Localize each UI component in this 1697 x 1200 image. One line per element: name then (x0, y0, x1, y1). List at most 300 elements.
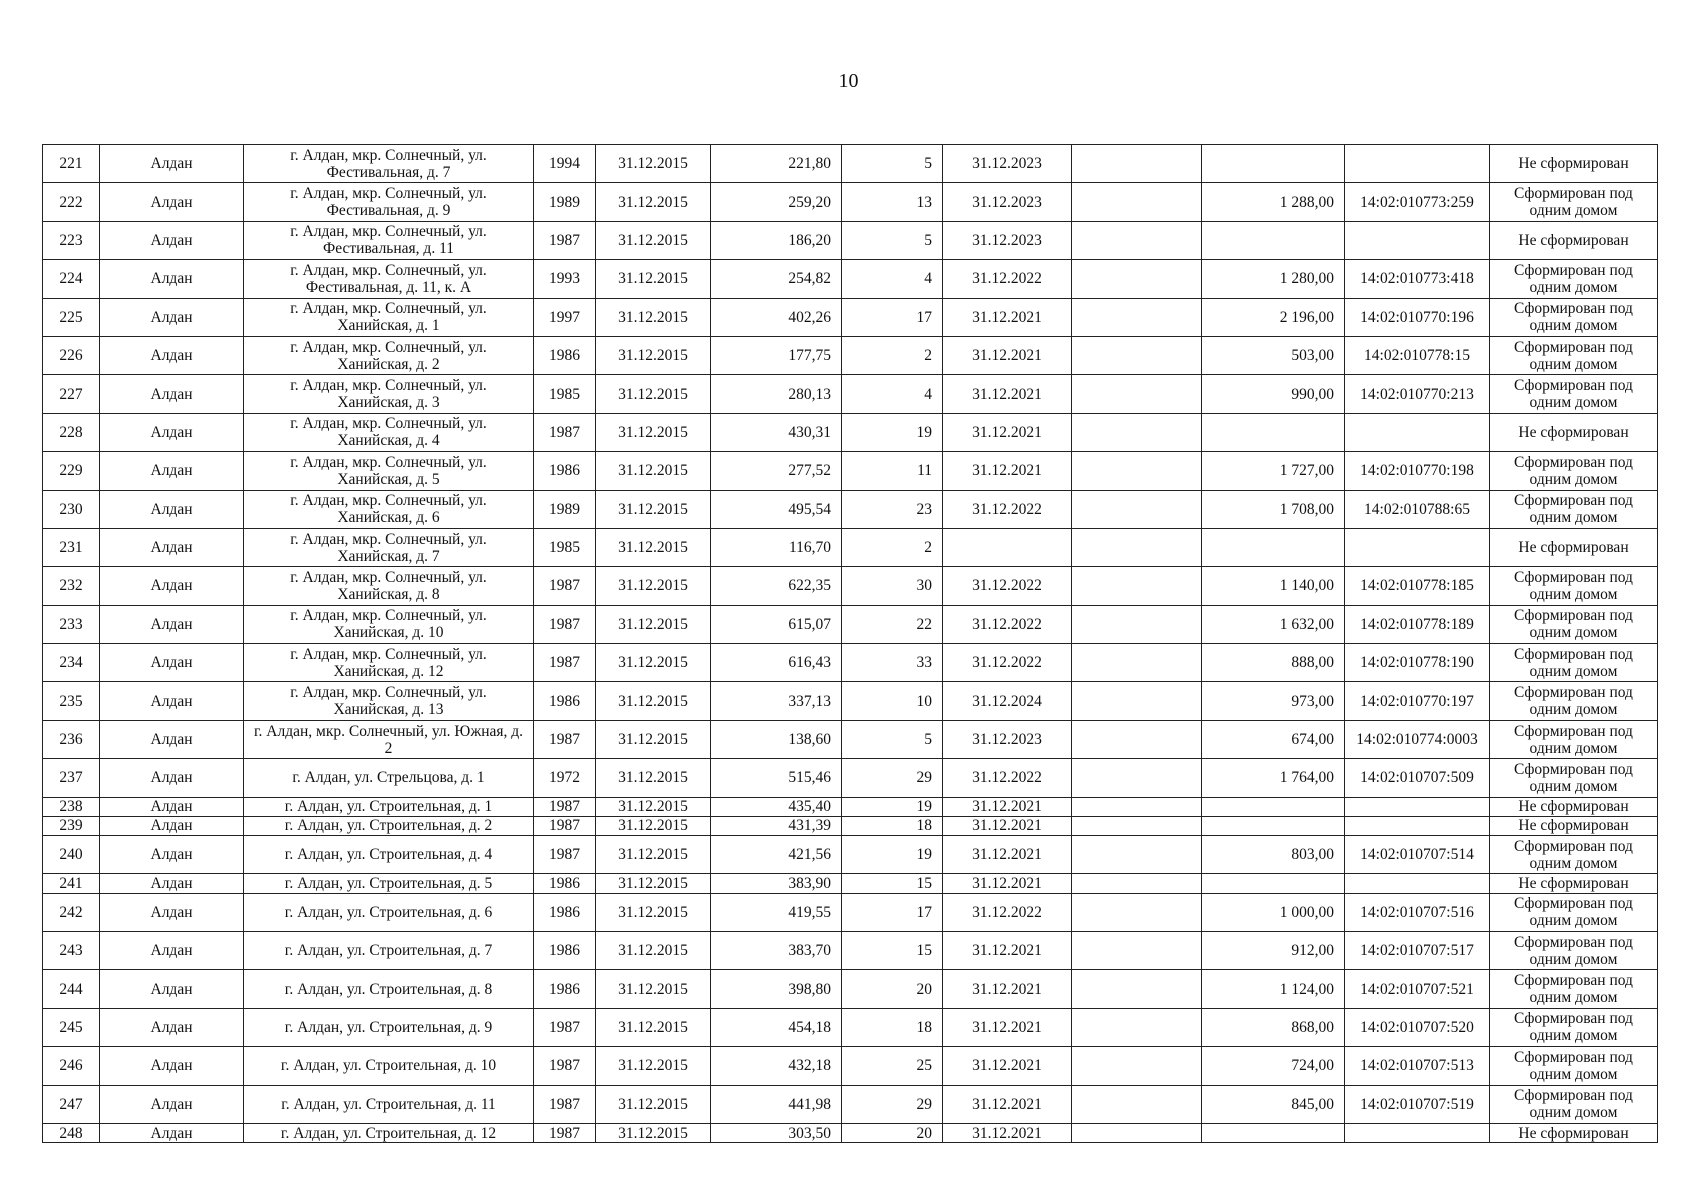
area-cell: 337,13 (711, 682, 842, 720)
land-status-cell: Сформирован под одним домом (1490, 644, 1658, 682)
address-cell: г. Алдан, мкр. Солнечный, ул. Ханийская, д. 4 (244, 413, 534, 451)
cadastral-number-cell: 14:02:010770:198 (1345, 452, 1490, 490)
area-cell: 186,20 (711, 221, 842, 259)
count-cell: 25 (842, 1047, 943, 1085)
date-cell: 31.12.2015 (596, 413, 711, 451)
area-cell: 616,43 (711, 644, 842, 682)
land-area-cell: 674,00 (1202, 720, 1345, 758)
address-cell: г. Алдан, мкр. Солнечный, ул. Фестивальная, д. 9 (244, 183, 534, 221)
table-row (43, 605, 1658, 643)
count-cell: 4 (842, 260, 943, 298)
count-cell: 33 (842, 644, 943, 682)
locality-cell: Алдан (100, 759, 244, 797)
locality-cell: Алдан (100, 1047, 244, 1085)
address-cell: г. Алдан, мкр. Солнечный, ул. Ханийская, д. 8 (244, 567, 534, 605)
locality-cell: Алдан (100, 183, 244, 221)
count-cell: 2 (842, 336, 943, 374)
term-date-cell: 31.12.2021 (943, 336, 1072, 374)
area-cell: 398,80 (711, 970, 842, 1008)
cadastral-number-cell: 14:02:010707:520 (1345, 1008, 1490, 1046)
empty-cell (1072, 145, 1202, 183)
row-number-cell: 227 (43, 375, 100, 413)
address-cell: г. Алдан, ул. Строительная, д. 6 (244, 893, 534, 931)
date-cell: 31.12.2015 (596, 1123, 711, 1142)
empty-cell (1072, 759, 1202, 797)
address-cell: г. Алдан, ул. Строительная, д. 12 (244, 1123, 534, 1142)
count-cell: 20 (842, 1123, 943, 1142)
row-number-cell: 231 (43, 528, 100, 566)
row-number-cell: 226 (43, 336, 100, 374)
locality-cell: Алдан (100, 298, 244, 336)
cadastral-number-cell: 14:02:010778:189 (1345, 605, 1490, 643)
empty-cell (1072, 1047, 1202, 1085)
date-cell: 31.12.2015 (596, 759, 711, 797)
cadastral-number-cell: 14:02:010707:517 (1345, 931, 1490, 969)
land-status-cell: Сформирован под одним домом (1490, 720, 1658, 758)
term-date-cell: 31.12.2021 (943, 1047, 1072, 1085)
locality-cell: Алдан (100, 816, 244, 835)
date-cell: 31.12.2015 (596, 970, 711, 1008)
land-status-cell: Сформирован под одним домом (1490, 1085, 1658, 1123)
year-built-cell: 1987 (534, 816, 596, 835)
date-cell: 31.12.2015 (596, 145, 711, 183)
locality-cell: Алдан (100, 605, 244, 643)
table-row (43, 682, 1658, 720)
date-cell: 31.12.2015 (596, 221, 711, 259)
count-cell: 18 (842, 816, 943, 835)
term-date-cell: 31.12.2021 (943, 375, 1072, 413)
land-status-cell: Не сформирован (1490, 797, 1658, 816)
table-row (43, 528, 1658, 566)
year-built-cell: 1987 (534, 221, 596, 259)
empty-cell (1072, 1123, 1202, 1142)
count-cell: 10 (842, 682, 943, 720)
date-cell: 31.12.2015 (596, 260, 711, 298)
address-cell: г. Алдан, мкр. Солнечный, ул. Южная, д. 2 (244, 720, 534, 758)
cadastral-number-cell (1345, 413, 1490, 451)
row-number-cell: 228 (43, 413, 100, 451)
land-area-cell (1202, 221, 1345, 259)
term-date-cell: 31.12.2021 (943, 874, 1072, 893)
date-cell: 31.12.2015 (596, 874, 711, 893)
year-built-cell: 1987 (534, 1123, 596, 1142)
count-cell: 29 (842, 1085, 943, 1123)
date-cell: 31.12.2015 (596, 490, 711, 528)
area-cell: 280,13 (711, 375, 842, 413)
address-cell: г. Алдан, ул. Строительная, д. 8 (244, 970, 534, 1008)
empty-cell (1072, 816, 1202, 835)
land-area-cell (1202, 1123, 1345, 1142)
date-cell: 31.12.2015 (596, 797, 711, 816)
empty-cell (1072, 874, 1202, 893)
land-area-cell (1202, 145, 1345, 183)
empty-cell (1072, 893, 1202, 931)
land-status-cell: Не сформирован (1490, 1123, 1658, 1142)
address-cell: г. Алдан, ул. Стрельцова, д. 1 (244, 759, 534, 797)
land-area-cell: 1 764,00 (1202, 759, 1345, 797)
date-cell: 31.12.2015 (596, 375, 711, 413)
area-cell: 138,60 (711, 720, 842, 758)
row-number-cell: 248 (43, 1123, 100, 1142)
area-cell: 615,07 (711, 605, 842, 643)
address-cell: г. Алдан, мкр. Солнечный, ул. Фестивальная, д. 7 (244, 145, 534, 183)
address-cell: г. Алдан, ул. Строительная, д. 9 (244, 1008, 534, 1046)
term-date-cell: 31.12.2021 (943, 797, 1072, 816)
locality-cell: Алдан (100, 528, 244, 566)
table-row (43, 836, 1658, 874)
year-built-cell: 1987 (534, 720, 596, 758)
count-cell: 5 (842, 145, 943, 183)
term-date-cell: 31.12.2022 (943, 567, 1072, 605)
land-status-cell: Сформирован под одним домом (1490, 452, 1658, 490)
count-cell: 19 (842, 797, 943, 816)
empty-cell (1072, 375, 1202, 413)
area-cell: 622,35 (711, 567, 842, 605)
row-number-cell: 244 (43, 970, 100, 1008)
count-cell: 2 (842, 528, 943, 566)
table-row (43, 413, 1658, 451)
address-cell: г. Алдан, мкр. Солнечный, ул. Ханийская, д. 13 (244, 682, 534, 720)
term-date-cell: 31.12.2021 (943, 816, 1072, 835)
land-status-cell: Сформирован под одним домом (1490, 260, 1658, 298)
cadastral-number-cell (1345, 528, 1490, 566)
empty-cell (1072, 260, 1202, 298)
term-date-cell (943, 528, 1072, 566)
table-row (43, 644, 1658, 682)
term-date-cell: 31.12.2022 (943, 260, 1072, 298)
cadastral-number-cell: 14:02:010773:418 (1345, 260, 1490, 298)
date-cell: 31.12.2015 (596, 528, 711, 566)
land-status-cell: Сформирован под одним домом (1490, 893, 1658, 931)
page-number: 10 (838, 70, 859, 92)
year-built-cell: 1987 (534, 605, 596, 643)
term-date-cell: 31.12.2023 (943, 183, 1072, 221)
row-number-cell: 246 (43, 1047, 100, 1085)
term-date-cell: 31.12.2022 (943, 759, 1072, 797)
table-row (43, 375, 1658, 413)
cadastral-number-cell: 14:02:010770:197 (1345, 682, 1490, 720)
table-row (43, 1008, 1658, 1046)
cadastral-number-cell: 14:02:010707:521 (1345, 970, 1490, 1008)
term-date-cell: 31.12.2021 (943, 1085, 1072, 1123)
area-cell: 383,70 (711, 931, 842, 969)
empty-cell (1072, 720, 1202, 758)
empty-cell (1072, 1085, 1202, 1123)
empty-cell (1072, 931, 1202, 969)
address-cell: г. Алдан, ул. Строительная, д. 1 (244, 797, 534, 816)
locality-cell: Алдан (100, 413, 244, 451)
area-cell: 259,20 (711, 183, 842, 221)
count-cell: 15 (842, 874, 943, 893)
address-cell: г. Алдан, мкр. Солнечный, ул. Ханийская, д. 3 (244, 375, 534, 413)
land-area-cell: 845,00 (1202, 1085, 1345, 1123)
year-built-cell: 1986 (534, 682, 596, 720)
address-cell: г. Алдан, мкр. Солнечный, ул. Ханийская, д. 12 (244, 644, 534, 682)
address-cell: г. Алдан, ул. Строительная, д. 4 (244, 836, 534, 874)
cadastral-number-cell: 14:02:010788:65 (1345, 490, 1490, 528)
count-cell: 13 (842, 183, 943, 221)
land-area-cell (1202, 816, 1345, 835)
land-area-cell (1202, 528, 1345, 566)
date-cell: 31.12.2015 (596, 644, 711, 682)
cadastral-number-cell: 14:02:010707:519 (1345, 1085, 1490, 1123)
term-date-cell: 31.12.2021 (943, 413, 1072, 451)
empty-cell (1072, 336, 1202, 374)
table-row (43, 452, 1658, 490)
year-built-cell: 1987 (534, 413, 596, 451)
area-cell: 432,18 (711, 1047, 842, 1085)
cadastral-number-cell: 14:02:010778:15 (1345, 336, 1490, 374)
row-number-cell: 223 (43, 221, 100, 259)
cadastral-number-cell: 14:02:010774:0003 (1345, 720, 1490, 758)
cadastral-number-cell: 14:02:010707:513 (1345, 1047, 1490, 1085)
land-status-cell: Сформирован под одним домом (1490, 836, 1658, 874)
area-cell: 221,80 (711, 145, 842, 183)
date-cell: 31.12.2015 (596, 1008, 711, 1046)
land-area-cell: 990,00 (1202, 375, 1345, 413)
year-built-cell: 1993 (534, 260, 596, 298)
land-status-cell: Сформирован под одним домом (1490, 970, 1658, 1008)
date-cell: 31.12.2015 (596, 567, 711, 605)
cadastral-number-cell (1345, 816, 1490, 835)
cadastral-number-cell: 14:02:010778:190 (1345, 644, 1490, 682)
empty-cell (1072, 682, 1202, 720)
land-status-cell: Сформирован под одним домом (1490, 490, 1658, 528)
count-cell: 11 (842, 452, 943, 490)
table-row (43, 183, 1658, 221)
table-row (43, 145, 1658, 183)
row-number-cell: 237 (43, 759, 100, 797)
row-number-cell: 221 (43, 145, 100, 183)
land-status-cell: Сформирован под одним домом (1490, 183, 1658, 221)
land-status-cell: Не сформирован (1490, 221, 1658, 259)
land-status-cell: Сформирован под одним домом (1490, 682, 1658, 720)
table-row (43, 893, 1658, 931)
land-status-cell: Сформирован под одним домом (1490, 759, 1658, 797)
year-built-cell: 1986 (534, 874, 596, 893)
count-cell: 23 (842, 490, 943, 528)
year-built-cell: 1987 (534, 567, 596, 605)
count-cell: 17 (842, 893, 943, 931)
address-cell: г. Алдан, мкр. Солнечный, ул. Ханийская, д. 5 (244, 452, 534, 490)
land-area-cell: 503,00 (1202, 336, 1345, 374)
term-date-cell: 31.12.2022 (943, 605, 1072, 643)
locality-cell: Алдан (100, 221, 244, 259)
term-date-cell: 31.12.2021 (943, 298, 1072, 336)
area-cell: 454,18 (711, 1008, 842, 1046)
area-cell: 383,90 (711, 874, 842, 893)
cadastral-number-cell (1345, 797, 1490, 816)
year-built-cell: 1994 (534, 145, 596, 183)
date-cell: 31.12.2015 (596, 298, 711, 336)
empty-cell (1072, 490, 1202, 528)
empty-cell (1072, 413, 1202, 451)
address-cell: г. Алдан, ул. Строительная, д. 7 (244, 931, 534, 969)
area-cell: 177,75 (711, 336, 842, 374)
count-cell: 20 (842, 970, 943, 1008)
locality-cell: Алдан (100, 567, 244, 605)
year-built-cell: 1987 (534, 1047, 596, 1085)
locality-cell: Алдан (100, 797, 244, 816)
year-built-cell: 1987 (534, 797, 596, 816)
locality-cell: Алдан (100, 145, 244, 183)
row-number-cell: 229 (43, 452, 100, 490)
row-number-cell: 234 (43, 644, 100, 682)
date-cell: 31.12.2015 (596, 893, 711, 931)
table-row (43, 720, 1658, 758)
table-row (43, 1047, 1658, 1085)
cadastral-number-cell: 14:02:010770:196 (1345, 298, 1490, 336)
locality-cell: Алдан (100, 452, 244, 490)
land-status-cell: Сформирован под одним домом (1490, 298, 1658, 336)
table-row (43, 567, 1658, 605)
table-row (43, 874, 1658, 893)
row-number-cell: 245 (43, 1008, 100, 1046)
year-built-cell: 1972 (534, 759, 596, 797)
table-row (43, 931, 1658, 969)
locality-cell: Алдан (100, 260, 244, 298)
address-cell: г. Алдан, мкр. Солнечный, ул. Ханийская, д. 2 (244, 336, 534, 374)
locality-cell: Алдан (100, 1123, 244, 1142)
row-number-cell: 233 (43, 605, 100, 643)
address-cell: г. Алдан, ул. Строительная, д. 10 (244, 1047, 534, 1085)
date-cell: 31.12.2015 (596, 720, 711, 758)
table-row (43, 816, 1658, 835)
date-cell: 31.12.2015 (596, 816, 711, 835)
row-number-cell: 222 (43, 183, 100, 221)
term-date-cell: 31.12.2022 (943, 490, 1072, 528)
year-built-cell: 1985 (534, 375, 596, 413)
table-row (43, 260, 1658, 298)
date-cell: 31.12.2015 (596, 1047, 711, 1085)
row-number-cell: 242 (43, 893, 100, 931)
year-built-cell: 1987 (534, 836, 596, 874)
cadastral-number-cell: 14:02:010773:259 (1345, 183, 1490, 221)
housing-registry-table (42, 144, 1658, 1143)
area-cell: 495,54 (711, 490, 842, 528)
row-number-cell: 225 (43, 298, 100, 336)
area-cell: 435,40 (711, 797, 842, 816)
land-status-cell: Не сформирован (1490, 816, 1658, 835)
table-row (43, 797, 1658, 816)
count-cell: 15 (842, 931, 943, 969)
address-cell: г. Алдан, мкр. Солнечный, ул. Ханийская, д. 7 (244, 528, 534, 566)
land-area-cell: 868,00 (1202, 1008, 1345, 1046)
land-area-cell: 1 632,00 (1202, 605, 1345, 643)
land-status-cell: Не сформирован (1490, 528, 1658, 566)
year-built-cell: 1989 (534, 490, 596, 528)
count-cell: 19 (842, 413, 943, 451)
row-number-cell: 224 (43, 260, 100, 298)
cadastral-number-cell: 14:02:010770:213 (1345, 375, 1490, 413)
count-cell: 5 (842, 720, 943, 758)
locality-cell: Алдан (100, 874, 244, 893)
term-date-cell: 31.12.2023 (943, 221, 1072, 259)
land-area-cell: 912,00 (1202, 931, 1345, 969)
empty-cell (1072, 298, 1202, 336)
term-date-cell: 31.12.2024 (943, 682, 1072, 720)
row-number-cell: 241 (43, 874, 100, 893)
cadastral-number-cell (1345, 221, 1490, 259)
land-status-cell: Сформирован под одним домом (1490, 567, 1658, 605)
land-area-cell: 724,00 (1202, 1047, 1345, 1085)
locality-cell: Алдан (100, 1085, 244, 1123)
year-built-cell: 1986 (534, 931, 596, 969)
term-date-cell: 31.12.2021 (943, 452, 1072, 490)
land-area-cell: 1 288,00 (1202, 183, 1345, 221)
table-row (43, 970, 1658, 1008)
count-cell: 18 (842, 1008, 943, 1046)
table-row (43, 336, 1658, 374)
term-date-cell: 31.12.2023 (943, 145, 1072, 183)
area-cell: 402,26 (711, 298, 842, 336)
row-number-cell: 243 (43, 931, 100, 969)
address-cell: г. Алдан, ул. Строительная, д. 2 (244, 816, 534, 835)
date-cell: 31.12.2015 (596, 605, 711, 643)
year-built-cell: 1986 (534, 970, 596, 1008)
land-status-cell: Сформирован под одним домом (1490, 375, 1658, 413)
locality-cell: Алдан (100, 644, 244, 682)
year-built-cell: 1986 (534, 452, 596, 490)
land-area-cell: 1 280,00 (1202, 260, 1345, 298)
row-number-cell: 230 (43, 490, 100, 528)
row-number-cell: 239 (43, 816, 100, 835)
land-area-cell (1202, 797, 1345, 816)
land-area-cell: 888,00 (1202, 644, 1345, 682)
locality-cell: Алдан (100, 931, 244, 969)
year-built-cell: 1997 (534, 298, 596, 336)
empty-cell (1072, 797, 1202, 816)
area-cell: 421,56 (711, 836, 842, 874)
land-status-cell: Не сформирован (1490, 874, 1658, 893)
land-area-cell: 803,00 (1202, 836, 1345, 874)
table-row (43, 221, 1658, 259)
land-status-cell: Не сформирован (1490, 413, 1658, 451)
land-area-cell: 1 000,00 (1202, 893, 1345, 931)
count-cell: 4 (842, 375, 943, 413)
land-area-cell: 1 140,00 (1202, 567, 1345, 605)
count-cell: 5 (842, 221, 943, 259)
locality-cell: Алдан (100, 893, 244, 931)
locality-cell: Алдан (100, 682, 244, 720)
address-cell: г. Алдан, мкр. Солнечный, ул. Ханийская, д. 10 (244, 605, 534, 643)
row-number-cell: 235 (43, 682, 100, 720)
land-status-cell: Сформирован под одним домом (1490, 605, 1658, 643)
land-status-cell: Сформирован под одним домом (1490, 1008, 1658, 1046)
cadastral-number-cell: 14:02:010778:185 (1345, 567, 1490, 605)
empty-cell (1072, 221, 1202, 259)
address-cell: г. Алдан, мкр. Солнечный, ул. Фестивальная, д. 11, к. А (244, 260, 534, 298)
land-status-cell: Сформирован под одним домом (1490, 1047, 1658, 1085)
term-date-cell: 31.12.2023 (943, 720, 1072, 758)
empty-cell (1072, 1008, 1202, 1046)
year-built-cell: 1987 (534, 1085, 596, 1123)
land-area-cell: 1 708,00 (1202, 490, 1345, 528)
count-cell: 19 (842, 836, 943, 874)
land-area-cell: 1 124,00 (1202, 970, 1345, 1008)
locality-cell: Алдан (100, 375, 244, 413)
area-cell: 431,39 (711, 816, 842, 835)
area-cell: 277,52 (711, 452, 842, 490)
empty-cell (1072, 605, 1202, 643)
year-built-cell: 1989 (534, 183, 596, 221)
land-status-cell: Не сформирован (1490, 145, 1658, 183)
land-area-cell: 2 196,00 (1202, 298, 1345, 336)
locality-cell: Алдан (100, 720, 244, 758)
land-status-cell: Сформирован под одним домом (1490, 931, 1658, 969)
date-cell: 31.12.2015 (596, 183, 711, 221)
locality-cell: Алдан (100, 336, 244, 374)
